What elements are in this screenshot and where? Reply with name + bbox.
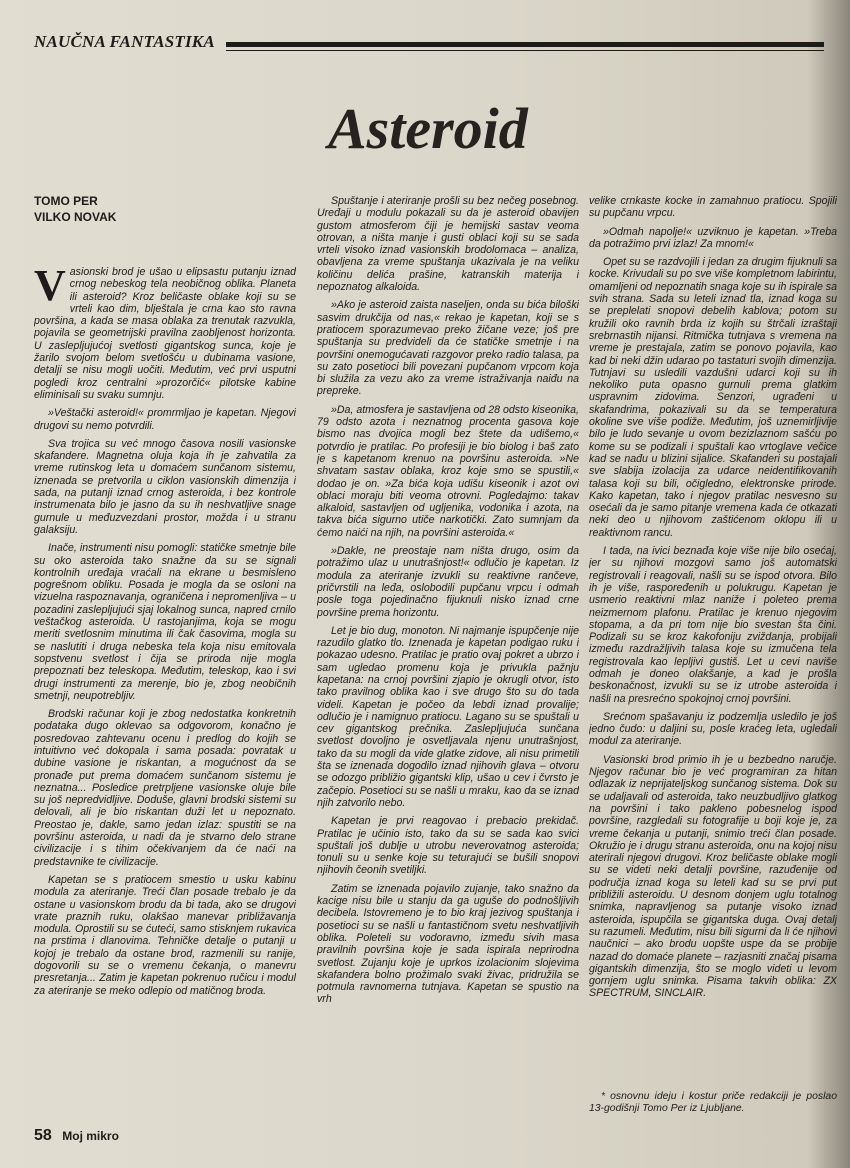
paragraph: »Dakle, ne preostaje nam ništa drugo, osim da potražimo ulaz u unutrašnjost!« odlučio je kapetan. Iz modula za ateriranje izvukli su reaktivne rančeve, pričvrstili na leđa, oslobodili pupčanu vrpcu i odmah posle toga pojedinačno fijuknuli nisko iznad crne površine prema horizontu.	[317, 545, 579, 619]
paragraph: Brodski računar koji je zbog nedostatka konkretnih podataka dugo oklevao sa odgovorom, konačno je posredovao zahtevanu ocenu i predlog do kojih se intuitivno već dokopala i sama posada: povratak u dubine vasione je riskantan, a mogućnost da se pronađe put prema domaćem sunčanom sistemu je neznatna... Posledice pretrpljene vasionske oluje bile su još nepredvidljive. Doduše, glavni brodski sistemi su delovali, ali je bio riskantan duži let u nepoznato. Preostao je, dakle, samo jedan izlaz: spustiti se na površinu asteroida, u nadi da je stvarno delo strane civilizacije i s tihim očekivanjem da će naći na predstavnike te civilizacije.	[34, 708, 296, 868]
author-name: TOMO PER	[34, 194, 98, 208]
paragraph: »Odmah napolje!« uzviknuo je kapetan. »Treba da potražimo prvi izlaz! Za mnom!«	[589, 225, 837, 250]
header-rule-thick	[226, 42, 824, 47]
header-rule-thin	[226, 50, 824, 51]
page-footer	[34, 1127, 334, 1147]
section-header	[34, 30, 824, 56]
paragraph: Kapetan se s pratiocem smestio u usku kabinu modula za ateriranje. Treći član posade trebalo je da ostane u vasionskom brodu da bi tada, ako se drugovi vrate praznih ruku, olakšao manevar približavanja modula. Oprostili su se ćuteći, samo stisknjem rukavica na prstima i dlanovima. Tehničke detalje o putanji u kojoj je trebalo da ostane brod, razmenili su ranije, dogovorili su se o vremenu čekanja, o manevru presretanja... Zatim je kapetan pokrenuo ručicu i modul za ateriranje se meko odlepio od matičnog broda.	[34, 873, 296, 997]
paragraph: »Veštački asteroid!« promrmljao je kapetan. Njegovi drugovi su nemo potvrdili.	[34, 407, 296, 432]
paragraph: Zatim se iznenada pojavilo zujanje, tako snažno da kacige nisu bile u stanju da ga uguše do podnošljivih decibela. Istovremeno je to bio kraj jezivog spuštanja i posetioci su se našli u fantastičnom svetu neshvatljivih oblika. Poleteli su vodoravno, između sivih masa pravilnih površina koje je sada ispirala neprirodna svetlost. Zujanju koje je uprkos izolacionim slojevima skafandera bolno prožimalo svaki živac, pridružila se potmula ravnomerna tutnjava. Kapetan se spustio na vrh	[317, 882, 579, 1006]
paragraph: Sva trojica su već mnogo časova nosili vasionske skafandere. Magnetna oluja koja ih je zahvatila za vreme rutinskog leta u domaćem sunčanom sistemu, iznenada se pretvorila u ciklon vasionskih dimenzija i sada, na putanji iznad crnog asteroida, i bez kontrole instrumenata bilo je jasno da su ih neshvatljive snage gurnule u međuzvezdani prostor, možda i u stranu galaksiju.	[34, 437, 296, 536]
paragraph: Spuštanje i ateriranje prošli su bez nečeg posebnog. Uređaji u modulu pokazali su da je asteroid obavijen gustom atmosferom čiji je hemijski sastav veoma otrovan, a ništa manje i gusti oblaci koji su se sada vrteli visoko iznad vasionskih brodolomaca – analiza, obavljena za vreme spuštanja ukazivala je na veliku količinu delića prašine, katranskih materija i nepoznatog alkaloida.	[317, 195, 579, 294]
footnote	[589, 1091, 837, 1116]
paragraph: »Da, atmosfera je sastavljena od 28 odsto kiseonika, 79 odsto azota i neznatnog procenta gasova koje bismo nas dvojica mogli bez štete da udišemo,« potvrdio je pratilac. Po profesiji je bio biolog i baš zato je s kapetanom krenuo na površinu asteroida. »Ne shvatam sastav oblaka, kroz koje smo se spustili,« dodao je on. »Za bića koja udišu kiseonik i azot ovi oblaci moraju biti veoma otrovni. Pogledajmo: takav alkaloid, sastavljen od ugljenika, vodonika i azota, na takva bića sigurno utiče narkotički. Zato sumnjam da ćemo naići na njih, na površini asteroida.«	[317, 403, 579, 539]
paragraph: Kapetan je prvi reagovao i prebacio prekidač. Pratilac je učinio isto, tako da su se sada kao svici spuštali još dublje u utrobu neverovatnog asteroida; tonuli su u senke koje su teturajući se bušili snopovi njihovih čeonih svetiljki.	[317, 815, 579, 877]
paragraph: »Ako je asteroid zaista naseljen, onda su bića biloški sasvim drukčija od nas,« rekao je kapetan, koji se s pratiocem sporazumevao preko žičane veze; još pre spuštanja su predvideli da će statičke smetnje i na površini onemogućavati razgovor preko radio talasa, pa su zato posetioci bili povezani pupčanom vrpcom koja bi služila za vezu ako za vreme istraživanja naiđu na prepreke.	[317, 299, 579, 398]
publication-name: Moj mikro	[62, 1129, 119, 1143]
page-number: 58	[34, 1127, 52, 1144]
article-title: Asteroid	[328, 96, 528, 161]
paragraph: I tada, na ivici beznađa koje više nije bilo osećaj, jer su njihovi mozgovi samo još automatski registrovali i reagovali, našli su se ispod otvora. Bilo ih je više, raspoređenih u polukrugu. Kapetan je usmerio reaktivni mlaz naniže i poleteo prema neizmernom plafonu. Pratilac je krenuo njegovim stopama, a da pri tom nije bio svestan šta čini. Podizali su se kroz kakofoniju zviždanja, probijali između razdražljivih talasa koje su izmučena tela registrovala kao lepljivi gustiš. Let u cevi naviše odmah je doneo olakšanje, a kad je prošla beskonačnost, izvukli su se iz utrobe asteroida i našli na presrećno spokojnoj crnoj površini.	[589, 545, 837, 705]
drop-cap: V	[34, 266, 66, 310]
text-column-2	[317, 195, 579, 1129]
paragraph	[34, 266, 296, 401]
paragraph: Srećnom spašavanju iz podzemlja usledilo je još jedno čudo: u daljini su, posle kraćeg leta, ugledali modul za ateriranje.	[589, 710, 837, 748]
paragraph-text: asionski brod je ušao u elipsastu putanju iznad crnog nebeskog tela neobičnog oblika. Planeta ili asteroid? Kroz beličaste oblake koji su se vrteli kao dim, blještala je crna kao sto ravna površina, a kada se masa oblaka za trenutak razvukla, pojavila se geometrijski pravilna zaobljenost horizonta. U zaslepljujućoj svetlosti gigantskog sunca, koje je žarilo svojom belom svetlošću u dubinama vasione, detalji se nisu mogli uočiti. Međutim, već prvi usputni pogledi kroz centralni »prozorčić« pilotske kabine eliminisali su svaku sumnju.	[34, 266, 296, 401]
section-label: NAUČNA FANTASTIKA	[34, 32, 215, 51]
text-column-1	[34, 266, 296, 1126]
article-authors	[34, 193, 294, 225]
paragraph: Opet su se razdvojili i jedan za drugim fijuknuli sa kocke. Krivudali su po sve više kompletnom labirintu, omamljeni od nepoznatih snaga koje su ih ispirale sa svih strana. Sada su leteli iznad tla, iznad koga su se preplelati snopovi debelih kablova; potom su kružili oko ravnih brda iz kojih su štrčali izraštaji srebrnastih nijansi. Ritmička tutnjava s vremena na vreme je prestajala, zatim se ponovo pojavila, kao kad bi neki džin udarao po tastaturi svojih dimenzija. Tutnjavi su usledili vazdušni udarci koji su ih nekoliko puta opasno gurnuli prema glatkim uspravnim zidovima. Senzori, ugrađeni u skafandrima, pokazivali su da se temperatura okoline sve više podiže. Međutim, još uznemirljivije bilo je ludo sevanje u ovom bezizlaznom sašću po kome su se podizali i spuštali kao vrtoglave večice kad se nađu u blizini sijalice. Skafanderi su postajali sve slabija izolacija za udarce neidentifikovanih talasa koji su bili, očigledno, elektronske prirode. Kako kapetan, tako i njegov pratilac nesvesno su osećali da je samo pitanje vremena kada će otkazati neki deo u njihovom zaštićenom oklopu ili u reaktivnom rancu.	[589, 256, 837, 539]
paragraph: Vasionski brod primio ih je u bezbedno naručje. Njegov računar bio je već programiran za hitan odlazak iz neprijateljskog sunčanog sistema. Dok su se udaljavali od asteroida, tako neuzbudljivo glatkog na površini i tako pakleno pobesnelog ispod površine, razgledali su fotografije u boji koje je, za vreme čekanja u putanji, snimio treći član posade. Okružio je i drugu stranu asteroida, onu na kojoj nisu aterirali njegovi drugovi. Kroz beličaste oblake mogli su se videti neki detalji površine, razuđenije od područja iznad koga su leteli kad su se prvi put približili asteroidu. U desnom donjem uglu totalnog snimka, napravljenog sa putanje visoko iznad asteroida, ispupčila se gigantska duga. Ovaj detalj su razumeli. Međutim, nisu bili sigurni da li će njihovi naučnici – ako brodu uopšte uspe da se probije nazad do domaće planete – razjasniti značaj pisama gigantskih dimenzija, što se moglo videti u levom gornjem uglu snimka. Pisama takvih oblika: ZX SPECTRUM, SINCLAIR.	[589, 753, 837, 1000]
text-column-3	[589, 195, 837, 1085]
footnote-text: * osnovnu ideju i kostur priče redakciji je poslao 13-godišnji Tomo Per iz Ljubljane.	[589, 1091, 837, 1115]
paragraph: velike crnkaste kocke in zamahnuo pratiocu. Spojili su pupčanu vrpcu.	[589, 195, 837, 220]
paragraph: Inače, instrumenti nisu pomogli: statičke smetnje bile su oko asteroida tako snažne da su se signali kontrolnih uređaja vraćali na ekrane u besmisleno pogrešnom obliku. Posada je mogla da se osloni na vizuelna raspoznavanja, ograničena i nepromenljiva – u pozadini zaslepljujući sjaj lokalnog sunca, napred crnilo veštačkog asteroida. U rastojanjima, koja se mogu meriti svetlosnim minutima ili čak časovima, mogla su se naslutiti i druga nebeska tela koja nisu emitovala sopstvenu svetlost i čija se priroda nije mogla prepoznati bez teleskopa. Međutim, teleskop, kao i svi drugi instrumenti za merenje, bio je, zbog neobičnih smetnji, neupotrebljiv.	[34, 542, 296, 702]
paragraph: Let je bio dug, monoton. Ni najmanje ispupčenje nije razudilo glatko tlo. Iznenada je kapetan podigao ruku i pokazao udesno. Pratilac je pratio ovaj pokret a ubrzo i sam ugledao promenu koja je privukla pažnju kapetana: na crnoj površini zjapio je okrugli otvor, isto tako pravilnog oblika kao i sve drugo što su do tada videli. Kapetan je počeo da lebdi iznad provalije; odlučio je i namignuo pratiocu. Lagano su se spuštali u cev gigantskog prečnika. Zaslepljujuća sunčana svetlost dovoljno je osvetljavala njenu unutrašnjost, tako da su mogli da vide glatke zidove, ali nisu primetili šta se iznenada dogodilo iznad njihovih glava – otvoru se odozgo približio gigantski klip, ušao u cev i čvrsto je začepio. Posetioci su se našli u mraku, kao da se iznad njih zatvorilo nebo.	[317, 624, 579, 809]
author-name: VILKO NOVAK	[34, 210, 117, 224]
